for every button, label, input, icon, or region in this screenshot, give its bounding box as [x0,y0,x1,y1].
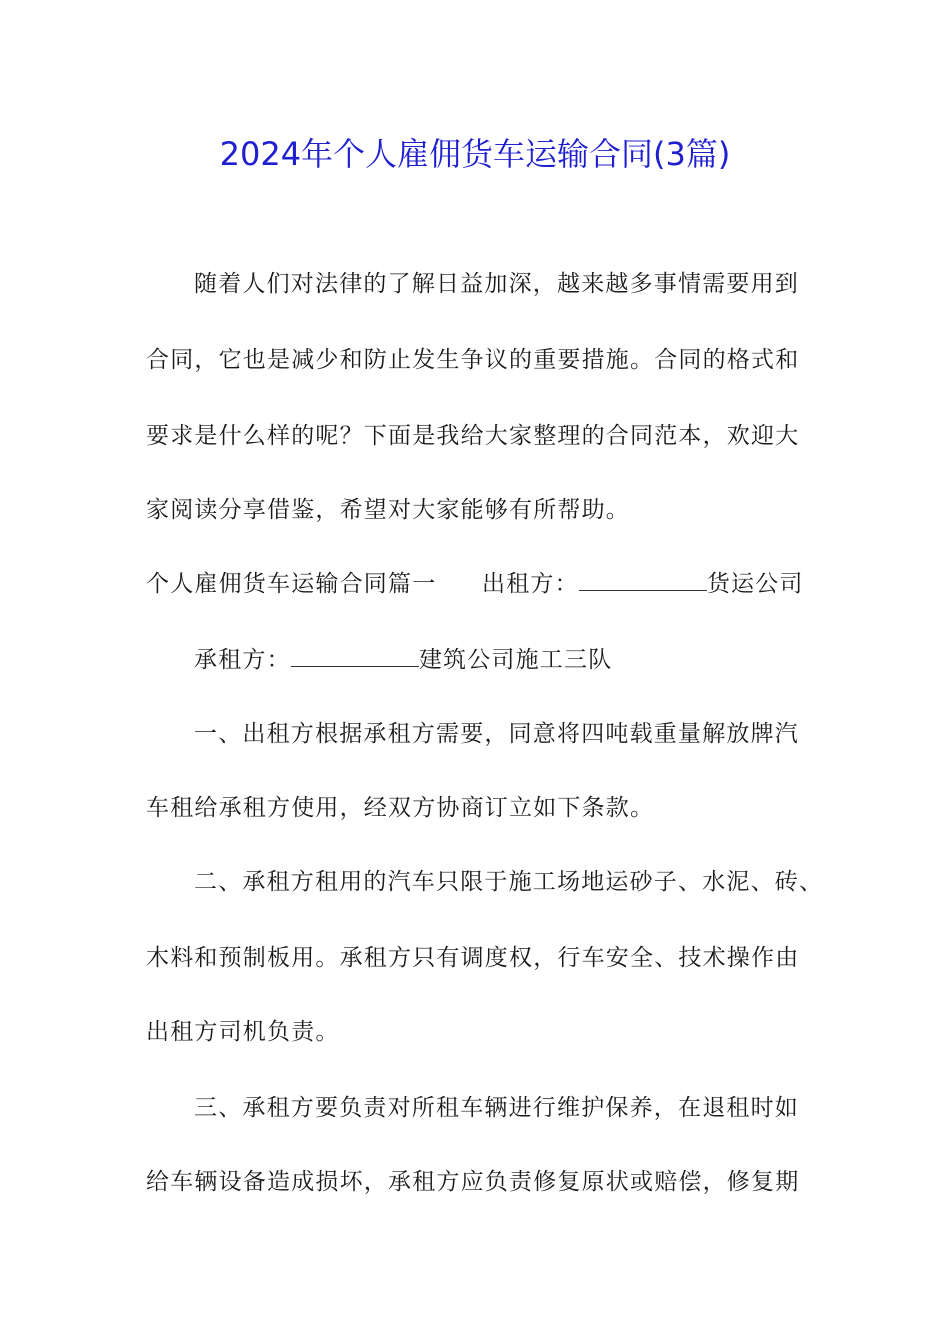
clause-line: 二、承租方租用的汽车只限于施工场地运砂子、水泥、砖、 [194,869,824,895]
document-title: 2024年个人雇佣货车运输合同(3篇) [219,135,731,173]
lessee-label: 承租方： [194,647,291,673]
section-heading-row [146,566,804,602]
clause-line: 出租方司机负责。 [146,1019,340,1045]
lessor-label: 出租方： [482,571,579,597]
lessee-suffix: 建筑公司施工三队 [418,647,613,673]
lessee-field [194,642,612,678]
lessor-suffix: 货运公司 [706,571,804,597]
intro-line: 家阅读分享借鉴，希望对大家能够有所帮助。 [146,497,630,523]
intro-line: 随着人们对法律的了解日益加深，越来越多事情需要用到 [194,271,799,297]
clause-line: 一、出租方根据承租方需要，同意将四吨载重量解放牌汽 [194,721,799,747]
intro-line: 要求是什么样的呢？下面是我给大家整理的合同范本，欢迎大 [146,423,800,449]
section-heading: 个人雇佣货车运输合同篇一 [146,571,437,597]
clause-line: 车租给承租方使用，经双方协商订立如下条款。 [146,795,655,821]
lessor-field [482,566,804,602]
clause-line: 三、承租方要负责对所租车辆进行维护保养，在退租时如 [194,1095,799,1121]
lessee-blank [291,644,419,667]
lessor-blank [579,568,707,591]
clause-line: 给车辆设备造成损坏，承租方应负责修复原状或赔偿，修复期 [146,1169,800,1195]
intro-line: 合同，它也是减少和防止发生争议的重要措施。合同的格式和 [146,347,800,373]
clause-line: 木料和预制板用。承租方只有调度权，行车安全、技术操作由 [146,945,800,971]
